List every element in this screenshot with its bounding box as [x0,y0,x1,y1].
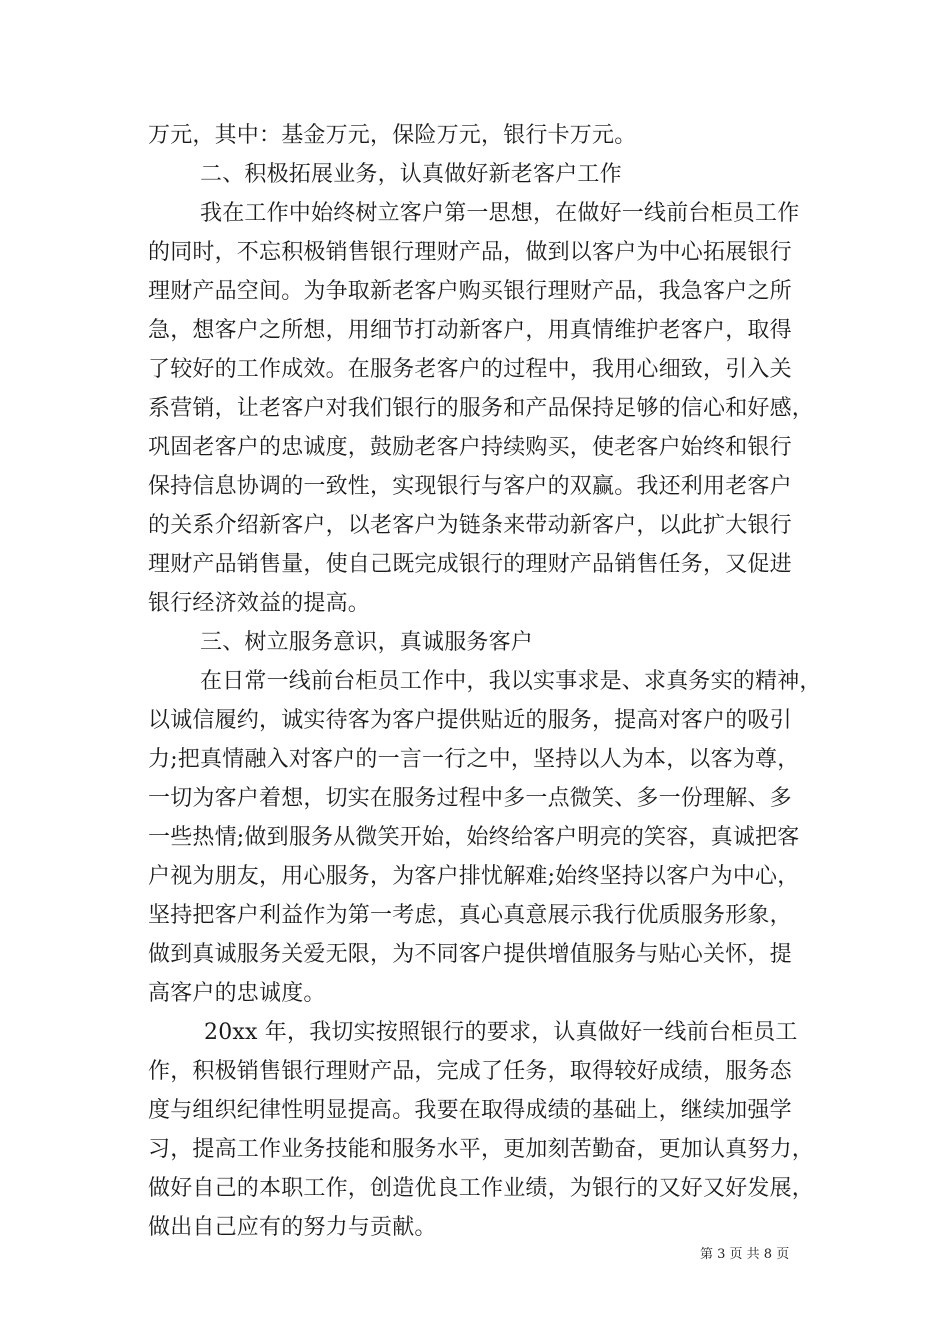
paragraph-line: 力;把真情融入对客户的一言一行之中，坚持以人为本，以客为尊， [148,747,800,772]
document-body [148,116,824,1247]
page-number-footer: 第 3 页 共 8 页 [700,1247,790,1262]
paragraph-line: 银行经济效益的提高。 [148,591,371,616]
paragraph-line: 20xx 年，我切实按照银行的要求，认真做好一线前台柜员工 [204,1020,798,1045]
paragraph-line: 做出自己应有的努力与贡献。 [148,1215,437,1240]
paragraph-line: 了较好的工作成效。在服务老客户的过程中，我用心细致，引入关 [148,357,792,382]
paragraph-line: 作，积极销售银行理财产品，完成了任务，取得较好成绩，服务态 [148,1059,792,1084]
paragraph-line: 的关系介绍新客户，以老客户为链条来带动新客户，以此扩大银行 [148,513,792,538]
paragraph-line: 习，提高工作业务技能和服务水平，更加刻苦勤奋，更加认真努力， [148,1137,815,1162]
paragraph-line: 我在工作中始终树立客户第一思想，在做好一线前台柜员工作 [200,201,800,226]
section-heading-2: 二、积极拓展业务，认真做好新老客户工作 [200,162,622,187]
paragraph-line: 系营销，让老客户对我们银行的服务和产品保持足够的信心和好感， [148,396,815,421]
paragraph-line: 坚持把客户利益作为第一考虑，真心真意展示我行优质服务形象， [148,903,792,928]
paragraph-line: 度与组织纪律性明显提高。我要在取得成绩的基础上，继续加强学 [148,1098,792,1123]
paragraph-line: 一切为客户着想，切实在服务过程中多一点微笑、多一份理解、多 [148,786,792,811]
paragraph-line: 万元，其中：基金万元，保险万元，银行卡万元。 [148,123,637,148]
paragraph-line: 在日常一线前台柜员工作中，我以实事求是、求真务实的精神， [200,669,822,694]
paragraph-line: 保持信息协调的一致性，实现银行与客户的双赢。我还利用老客户 [148,474,792,499]
paragraph-line: 一些热情;做到服务从微笑开始，始终给客户明亮的笑容，真诚把客 [148,825,800,850]
paragraph-line: 以诚信履约，诚实待客为客户提供贴近的服务，提高对客户的吸引 [148,708,792,733]
paragraph-line: 户视为朋友，用心服务，为客户排忧解难;始终坚持以客户为中心， [148,864,800,889]
section-heading-3: 三、树立服务意识，真诚服务客户 [200,630,534,655]
paragraph-line: 做好自己的本职工作，创造优良工作业绩，为银行的又好又好发展， [148,1176,815,1201]
paragraph-line: 高客户的忠诚度。 [148,981,326,1006]
paragraph-line: 巩固老客户的忠诚度，鼓励老客户持续购买，使老客户始终和银行 [148,435,792,460]
paragraph-line: 理财产品空间。为争取新老客户购买银行理财产品，我急客户之所 [148,279,792,304]
paragraph-line: 做到真诚服务关爱无限，为不同客户提供增值服务与贴心关怀，提 [148,942,792,967]
paragraph-line: 的同时，不忘积极销售银行理财产品，做到以客户为中心拓展银行 [148,240,792,265]
paragraph-line: 急，想客户之所想，用细节打动新客户，用真情维护老客户，取得 [148,318,792,343]
paragraph-line: 理财产品销售量，使自己既完成银行的理财产品销售任务，又促进 [148,552,792,577]
